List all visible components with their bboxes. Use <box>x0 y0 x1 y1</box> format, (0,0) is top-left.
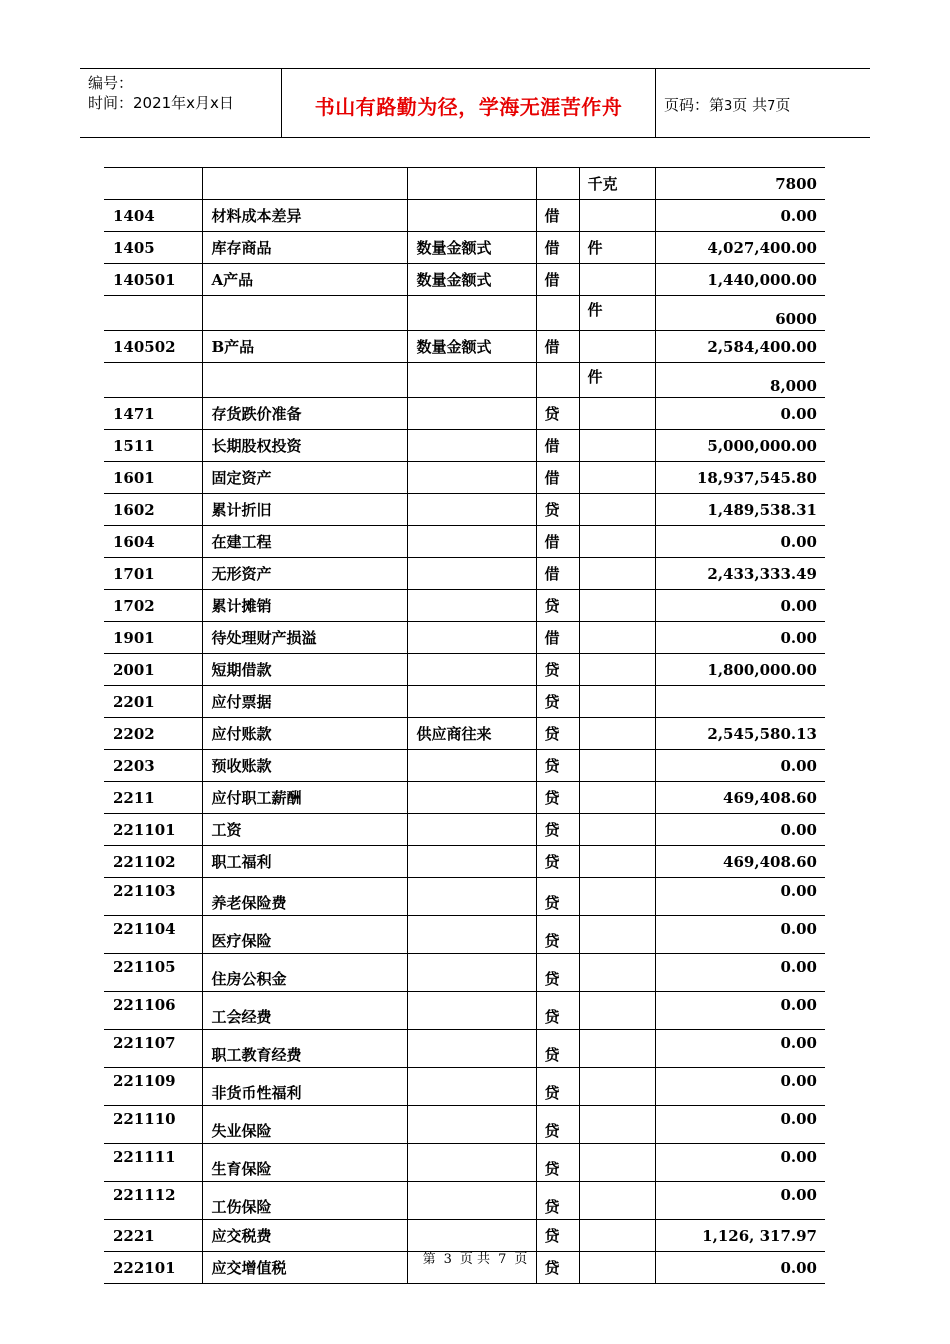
account-code: 221107 <box>104 1030 202 1068</box>
unit-of-measure <box>579 1144 655 1182</box>
account-name: A产品 <box>202 264 407 296</box>
table-row <box>104 590 825 622</box>
table-row <box>104 200 825 232</box>
account-name: 无形资产 <box>202 558 407 590</box>
auxiliary-type <box>407 462 536 494</box>
account-code: 1405 <box>104 232 202 264</box>
account-code: 221101 <box>104 814 202 846</box>
balance-direction <box>536 296 579 331</box>
unit-of-measure <box>579 1068 655 1106</box>
header-motto: 书山有路勤为径，学海无涯苦作舟 <box>314 95 623 119</box>
account-code: 221102 <box>104 846 202 878</box>
auxiliary-type <box>407 654 536 686</box>
auxiliary-type <box>407 494 536 526</box>
balance-direction <box>536 168 579 200</box>
account-name: 固定资产 <box>202 462 407 494</box>
balance-amount: 0.00 <box>655 1144 825 1182</box>
account-code: 221103 <box>104 878 202 916</box>
account-code: 2211 <box>104 782 202 814</box>
balance-direction: 贷 <box>536 1030 579 1068</box>
balance-direction: 借 <box>536 430 579 462</box>
header-page-indicator <box>664 94 790 115</box>
unit-of-measure <box>579 718 655 750</box>
unit-of-measure: 件 <box>579 363 655 398</box>
auxiliary-type <box>407 398 536 430</box>
page-header <box>80 68 870 138</box>
auxiliary-type: 数量金额式 <box>407 232 536 264</box>
account-name: 住房公积金 <box>202 954 407 992</box>
balance-direction: 贷 <box>536 782 579 814</box>
unit-of-measure <box>579 686 655 718</box>
table-row <box>104 363 825 398</box>
auxiliary-type: 数量金额式 <box>407 264 536 296</box>
footer-current: 3 <box>443 1252 452 1267</box>
account-code: 221111 <box>104 1144 202 1182</box>
table-row <box>104 1182 825 1220</box>
document-time-label: 时间：2021年x月x日 <box>88 94 234 112</box>
balance-amount: 0.00 <box>655 1182 825 1220</box>
account-code: 222101 <box>104 1252 202 1284</box>
unit-of-measure <box>579 916 655 954</box>
balance-direction: 贷 <box>536 846 579 878</box>
account-name: 应付职工薪酬 <box>202 782 407 814</box>
account-code: 221106 <box>104 992 202 1030</box>
auxiliary-type <box>407 590 536 622</box>
balance-amount: 8,000 <box>655 363 825 398</box>
table-row <box>104 750 825 782</box>
table-row <box>104 558 825 590</box>
balance-amount: 469,408.60 <box>655 782 825 814</box>
table-row <box>104 686 825 718</box>
account-code: 2201 <box>104 686 202 718</box>
footer-mid: 页 共 <box>459 1252 491 1267</box>
footer-suffix: 页 <box>514 1252 528 1267</box>
balance-amount: 1,126, 317.97 <box>655 1220 825 1252</box>
auxiliary-type <box>407 558 536 590</box>
table-row <box>104 462 825 494</box>
unit-of-measure <box>579 462 655 494</box>
table-row <box>104 622 825 654</box>
unit-of-measure <box>579 750 655 782</box>
balance-direction: 借 <box>536 331 579 363</box>
account-code: 1511 <box>104 430 202 462</box>
document-number-label: 编号： <box>88 74 134 92</box>
unit-of-measure: 件 <box>579 296 655 331</box>
table-row <box>104 296 825 331</box>
unit-of-measure <box>579 494 655 526</box>
table-row <box>104 1030 825 1068</box>
balance-direction: 借 <box>536 462 579 494</box>
balance-direction: 借 <box>536 232 579 264</box>
balance-amount: 0.00 <box>655 992 825 1030</box>
account-code: 1702 <box>104 590 202 622</box>
balance-direction: 贷 <box>536 1106 579 1144</box>
account-code: 1604 <box>104 526 202 558</box>
account-code: 221110 <box>104 1106 202 1144</box>
account-name: 存货跌价准备 <box>202 398 407 430</box>
table-row <box>104 916 825 954</box>
balance-direction: 贷 <box>536 916 579 954</box>
account-code <box>104 363 202 398</box>
balance-amount: 0.00 <box>655 750 825 782</box>
page-current: 3 <box>724 99 733 114</box>
balance-amount: 1,800,000.00 <box>655 654 825 686</box>
table-row <box>104 232 825 264</box>
auxiliary-type <box>407 1144 536 1182</box>
table-row <box>104 654 825 686</box>
balance-direction: 贷 <box>536 954 579 992</box>
balance-direction: 贷 <box>536 686 579 718</box>
balance-amount: 0.00 <box>655 590 825 622</box>
page-suffix: 页 <box>775 96 791 114</box>
account-table <box>104 167 825 1284</box>
balance-direction: 贷 <box>536 1182 579 1220</box>
account-name: 医疗保险 <box>202 916 407 954</box>
account-name: B产品 <box>202 331 407 363</box>
balance-amount: 1,489,538.31 <box>655 494 825 526</box>
balance-amount: 0.00 <box>655 1030 825 1068</box>
balance-amount <box>655 686 825 718</box>
account-code <box>104 296 202 331</box>
unit-of-measure <box>579 526 655 558</box>
table-row <box>104 782 825 814</box>
account-name: 库存商品 <box>202 232 407 264</box>
auxiliary-type <box>407 782 536 814</box>
auxiliary-type: 数量金额式 <box>407 331 536 363</box>
table-row <box>104 526 825 558</box>
balance-amount: 7800 <box>655 168 825 200</box>
auxiliary-type <box>407 296 536 331</box>
account-code: 2221 <box>104 1220 202 1252</box>
account-code: 221109 <box>104 1068 202 1106</box>
account-name: 工伤保险 <box>202 1182 407 1220</box>
balance-amount: 5,000,000.00 <box>655 430 825 462</box>
table-row <box>104 1144 825 1182</box>
account-name: 工会经费 <box>202 992 407 1030</box>
auxiliary-type <box>407 954 536 992</box>
balance-direction: 借 <box>536 264 579 296</box>
account-name: 在建工程 <box>202 526 407 558</box>
account-code: 1701 <box>104 558 202 590</box>
account-name: 累计折旧 <box>202 494 407 526</box>
unit-of-measure <box>579 1106 655 1144</box>
table-row <box>104 264 825 296</box>
auxiliary-type <box>407 1106 536 1144</box>
account-code <box>104 168 202 200</box>
balance-amount: 4,027,400.00 <box>655 232 825 264</box>
table-row <box>104 1106 825 1144</box>
balance-direction: 贷 <box>536 1220 579 1252</box>
unit-of-measure <box>579 878 655 916</box>
account-code: 2202 <box>104 718 202 750</box>
table-row <box>104 718 825 750</box>
account-name: 长期股权投资 <box>202 430 407 462</box>
table-row <box>104 1220 825 1252</box>
account-name: 预收账款 <box>202 750 407 782</box>
unit-of-measure <box>579 590 655 622</box>
unit-of-measure <box>579 558 655 590</box>
account-name: 非货币性福利 <box>202 1068 407 1106</box>
balance-amount: 0.00 <box>655 1252 825 1284</box>
auxiliary-type <box>407 992 536 1030</box>
unit-of-measure <box>579 654 655 686</box>
account-name: 材料成本差异 <box>202 200 407 232</box>
account-name: 失业保险 <box>202 1106 407 1144</box>
account-code: 1404 <box>104 200 202 232</box>
balance-direction: 贷 <box>536 1144 579 1182</box>
account-name: 工资 <box>202 814 407 846</box>
unit-of-measure <box>579 782 655 814</box>
account-name: 短期借款 <box>202 654 407 686</box>
account-table-body <box>104 168 825 1284</box>
balance-direction: 贷 <box>536 494 579 526</box>
account-name: 养老保险费 <box>202 878 407 916</box>
unit-of-measure <box>579 264 655 296</box>
account-name <box>202 168 407 200</box>
auxiliary-type <box>407 686 536 718</box>
account-code: 221104 <box>104 916 202 954</box>
balance-amount: 2,584,400.00 <box>655 331 825 363</box>
balance-direction: 贷 <box>536 398 579 430</box>
balance-direction: 借 <box>536 622 579 654</box>
footer-prefix: 第 <box>422 1252 436 1267</box>
account-code: 140502 <box>104 331 202 363</box>
balance-direction: 贷 <box>536 992 579 1030</box>
auxiliary-type <box>407 168 536 200</box>
balance-amount: 0.00 <box>655 814 825 846</box>
unit-of-measure: 千克 <box>579 168 655 200</box>
balance-amount: 0.00 <box>655 1106 825 1144</box>
balance-amount: 6000 <box>655 296 825 331</box>
table-row <box>104 398 825 430</box>
balance-direction: 借 <box>536 558 579 590</box>
table-row <box>104 430 825 462</box>
page-prefix: 页码：第 <box>664 96 725 114</box>
table-row <box>104 168 825 200</box>
unit-of-measure <box>579 814 655 846</box>
account-name: 应付票据 <box>202 686 407 718</box>
account-code: 1471 <box>104 398 202 430</box>
account-name: 生育保险 <box>202 1144 407 1182</box>
table-row <box>104 992 825 1030</box>
account-name: 待处理财产损溢 <box>202 622 407 654</box>
table-row <box>104 494 825 526</box>
unit-of-measure <box>579 200 655 232</box>
auxiliary-type <box>407 916 536 954</box>
unit-of-measure <box>579 1220 655 1252</box>
unit-of-measure: 件 <box>579 232 655 264</box>
balance-direction: 贷 <box>536 654 579 686</box>
unit-of-measure <box>579 1030 655 1068</box>
unit-of-measure <box>579 398 655 430</box>
balance-amount: 0.00 <box>655 916 825 954</box>
balance-direction: 贷 <box>536 750 579 782</box>
balance-direction: 借 <box>536 526 579 558</box>
unit-of-measure <box>579 954 655 992</box>
table-row <box>104 331 825 363</box>
account-name: 应交增值税 <box>202 1252 407 1284</box>
auxiliary-type <box>407 878 536 916</box>
balance-amount: 1,440,000.00 <box>655 264 825 296</box>
account-name <box>202 363 407 398</box>
balance-direction: 贷 <box>536 590 579 622</box>
account-code: 221112 <box>104 1182 202 1220</box>
account-code: 1901 <box>104 622 202 654</box>
auxiliary-type <box>407 1030 536 1068</box>
account-name: 职工福利 <box>202 846 407 878</box>
unit-of-measure <box>579 1182 655 1220</box>
auxiliary-type <box>407 750 536 782</box>
page-total: 7 <box>767 99 776 114</box>
balance-direction: 贷 <box>536 1068 579 1106</box>
balance-amount: 0.00 <box>655 398 825 430</box>
account-name: 累计摊销 <box>202 590 407 622</box>
unit-of-measure <box>579 331 655 363</box>
account-name: 职工教育经费 <box>202 1030 407 1068</box>
account-name: 应交税费 <box>202 1220 407 1252</box>
balance-amount: 0.00 <box>655 1068 825 1106</box>
balance-amount: 0.00 <box>655 954 825 992</box>
account-code: 221105 <box>104 954 202 992</box>
auxiliary-type <box>407 622 536 654</box>
unit-of-measure <box>579 430 655 462</box>
unit-of-measure <box>579 846 655 878</box>
footer-total: 7 <box>498 1252 507 1267</box>
balance-amount: 18,937,545.80 <box>655 462 825 494</box>
balance-amount: 0.00 <box>655 526 825 558</box>
balance-amount: 2,545,580.13 <box>655 718 825 750</box>
account-name <box>202 296 407 331</box>
auxiliary-type <box>407 1220 536 1252</box>
account-code: 1602 <box>104 494 202 526</box>
account-code: 2203 <box>104 750 202 782</box>
header-meta <box>88 73 234 113</box>
table-row <box>104 846 825 878</box>
balance-amount: 469,408.60 <box>655 846 825 878</box>
balance-amount: 0.00 <box>655 200 825 232</box>
table-row <box>104 814 825 846</box>
table-row <box>104 878 825 916</box>
page-footer <box>0 1248 950 1267</box>
balance-direction: 贷 <box>536 878 579 916</box>
auxiliary-type <box>407 1182 536 1220</box>
balance-amount: 0.00 <box>655 622 825 654</box>
account-code: 2001 <box>104 654 202 686</box>
balance-amount: 0.00 <box>655 878 825 916</box>
balance-direction: 借 <box>536 200 579 232</box>
auxiliary-type <box>407 846 536 878</box>
auxiliary-type <box>407 430 536 462</box>
auxiliary-type <box>407 814 536 846</box>
auxiliary-type <box>407 1068 536 1106</box>
table-row <box>104 954 825 992</box>
account-name: 应付账款 <box>202 718 407 750</box>
table-row <box>104 1068 825 1106</box>
header-divider <box>655 69 656 137</box>
auxiliary-type <box>407 200 536 232</box>
balance-direction <box>536 363 579 398</box>
auxiliary-type: 供应商往来 <box>407 718 536 750</box>
auxiliary-type <box>407 363 536 398</box>
page-mid: 页 共 <box>732 96 768 114</box>
balance-direction: 贷 <box>536 1252 579 1284</box>
account-code: 140501 <box>104 264 202 296</box>
unit-of-measure <box>579 992 655 1030</box>
balance-direction: 贷 <box>536 814 579 846</box>
account-code: 1601 <box>104 462 202 494</box>
balance-direction: 贷 <box>536 718 579 750</box>
unit-of-measure <box>579 622 655 654</box>
balance-amount: 2,433,333.49 <box>655 558 825 590</box>
auxiliary-type <box>407 526 536 558</box>
